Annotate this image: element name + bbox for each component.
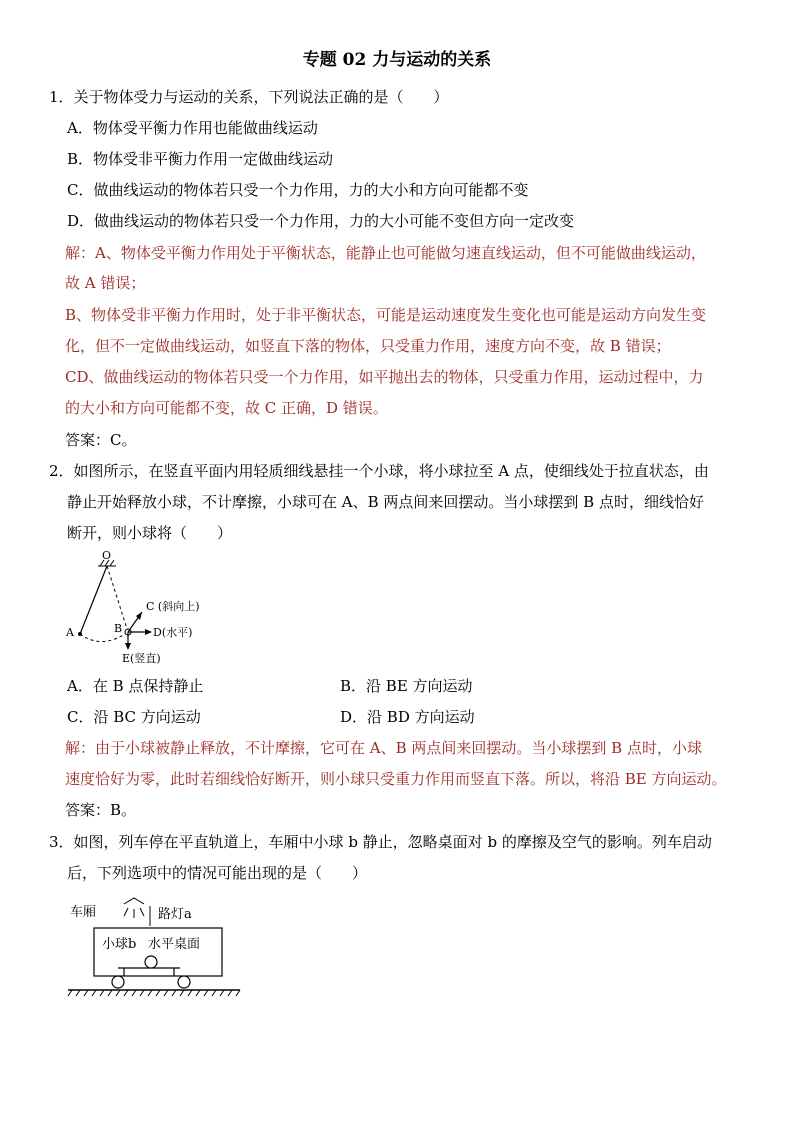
label-ball: 小球b bbox=[102, 937, 137, 952]
q2-option-c: C．沿 BC 方向运动 bbox=[67, 708, 201, 726]
string-oa bbox=[80, 566, 107, 634]
q2-stem-line: 断开，则小球将（ ） bbox=[67, 524, 233, 542]
label-o: O bbox=[102, 550, 112, 562]
q2-option-d: D．沿 BD 方向运动 bbox=[340, 708, 475, 726]
q2-solution-line: 解：由于小球被静止释放，不计摩擦，它可在 A、B 两点间来回摆动。当小球摆到 B 点时，小球 bbox=[65, 739, 702, 757]
q1-solution-line: CD、做曲线运动的物体若只受一个力作用，如平抛出去的物体，只受重力作用，运动过程中，力 bbox=[65, 368, 704, 386]
track-hatch bbox=[68, 990, 240, 996]
point-a bbox=[78, 632, 82, 636]
q1-solution-line: B、物体受非平衡力作用时，处于非平衡状态，可能是运动速度发生变化也可能是运动方向发生变 bbox=[65, 306, 707, 324]
wheel-left bbox=[112, 976, 124, 988]
q1-solution-line: 故 A 错误； bbox=[65, 274, 146, 292]
q2-stem-line: 静止开始释放小球，不计摩擦，小球可在 A、B 两点间来回摆动。当小球摆到 B 点时，细线恰好 bbox=[67, 493, 704, 511]
label-a: A bbox=[66, 626, 74, 639]
train-figure bbox=[62, 892, 247, 1002]
lamp-icon bbox=[124, 898, 150, 926]
label-table: 水平桌面 bbox=[148, 937, 201, 952]
label-car: 车厢 bbox=[70, 905, 97, 920]
q3-stem-line: 后，下列选项中的情况可能出现的是（ ） bbox=[67, 864, 368, 882]
label-d: D(水平) bbox=[153, 626, 193, 639]
q1-solution-line: 化，但不一定做曲线运动，如竖直下落的物体，只受重力作用，速度方向不变，故 B 错误； bbox=[65, 337, 671, 355]
q1-stem: 1．关于物体受力与运动的关系，下列说法正确的是（ ） bbox=[49, 88, 449, 106]
q1-option-d: D．做曲线运动的物体若只受一个力作用，力的大小可能不变但方向一定改变 bbox=[67, 212, 575, 230]
q2-stem-line: 2．如图所示，在竖直平面内用轻质细线悬挂一个小球，将小球拉至 A 点，使细线处于拉直状态，由 bbox=[49, 462, 709, 480]
q3-stem-line: 3．如图，列车停在平直轨道上，车厢中小球 b 静止，忽略桌面对 b 的摩擦及空气的影响。列车启动 bbox=[49, 833, 712, 851]
arrowhead-d bbox=[145, 629, 152, 635]
q1-solution-line: 解：A、物体受平衡力作用处于平衡状态，能静止也可能做匀速直线运动，但不可能做曲线运动， bbox=[65, 244, 706, 262]
arrowhead-e bbox=[125, 643, 131, 650]
pendulum-figure bbox=[62, 550, 232, 670]
wheel-right bbox=[178, 976, 190, 988]
q1-solution-line: 的大小和方向可能都不变，故 C 正确，D 错误。 bbox=[65, 399, 388, 417]
label-b: B bbox=[114, 622, 123, 635]
q1-option-c: C．做曲线运动的物体若只受一个力作用，力的大小和方向可能都不变 bbox=[67, 181, 529, 199]
q2-option-a: A．在 B 点保持静止 bbox=[67, 677, 204, 695]
q2-option-b: B．沿 BE 方向运动 bbox=[340, 677, 473, 695]
carriage-body bbox=[94, 928, 222, 976]
page-title: 专题 02 力与运动的关系 bbox=[302, 50, 492, 70]
q1-option-a: A．物体受平衡力作用也能做曲线运动 bbox=[67, 119, 318, 137]
q1-option-b: B．物体受非平衡力作用一定做曲线运动 bbox=[67, 150, 334, 168]
q2-answer: 答案：B。 bbox=[65, 801, 137, 819]
label-c: C (斜向上) bbox=[146, 600, 200, 613]
label-e: E(竖直) bbox=[122, 652, 161, 665]
label-lamp: 路灯a bbox=[158, 907, 192, 922]
q1-answer: 答案：C。 bbox=[65, 431, 137, 449]
q2-solution-line: 速度恰好为零，此时若细线恰好断开，则小球只受重力作用而竖直下落。所以，将沿 BE 方向运动。 bbox=[65, 770, 727, 788]
ball-b bbox=[145, 956, 157, 968]
